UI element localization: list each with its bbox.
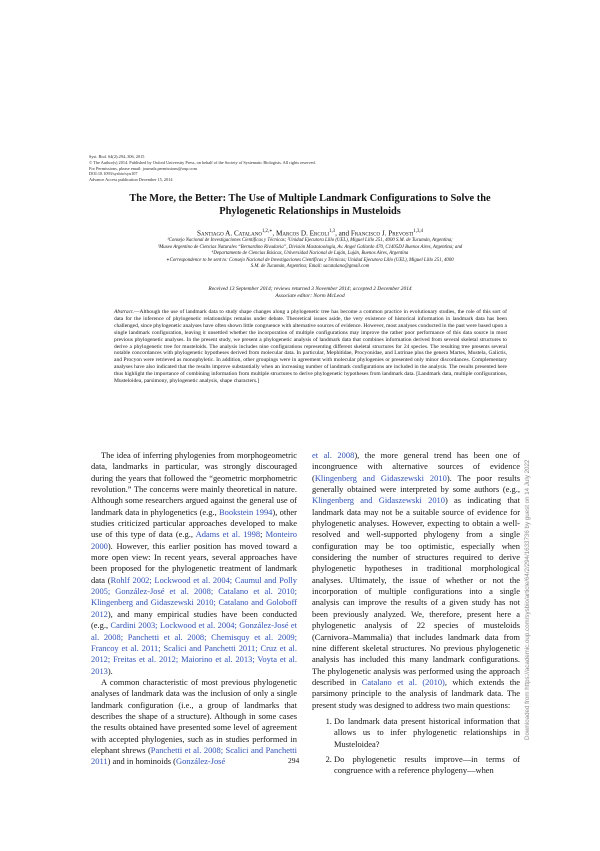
history-dates xyxy=(100,286,520,300)
body-column-right xyxy=(312,450,520,781)
abstract-text: —Although the use of landmark data to study shape changes along a phylogenetic tree has become a common practice in evolutionary studies, the role of this sort of data for the inference of phylogenetic relationships remains under debate. Theoretical issues aside, the very existence of historical information in landmark data has been challenged, since phylogenetic analyses have often shown little congruence with alternative sources of evidence. However, most analyses conducted in the past were based upon a single landmark configuration, leaving it unsettled whether the incorporation of multiple configurations may improve the rather poor performance of this data source in most previous phylogenetic analyses. In the present study, we present a phylogenetic analysis of landmark data that combines information derived from several skeletal structures to derive a phylogenetic tree for musteloids. The analysis includes nine configurations representing different skeletal structures for 24 species. The resulting tree presents several notable concordances with phylogenetic hypotheses derived from molecular data. In particular, Mephitidae, Procyonidae, and Lutrinae plus the genera Martes, Mustela, Galictis, and Procyon were retrieved as monophyletic. In addition, other groupings were in agreement with molecular phylogenies or presented only minor discordances. Complementary analyses have also indicated that the results improve substantially when an increasing number of landmark configurations are included in the analysis. The results presented here thus highlight the importance of combining information from multiple structures to derive phylogenetic hypotheses from landmark data. [Landmark data, multiple configurations, Musteloidea, parsimony, phylogenetic analysis, shape characters.] xyxy=(114,309,507,385)
associate-editor: Associate editor: Norm McLeod xyxy=(275,293,345,299)
author-3: Francisco J. Prevosti xyxy=(350,229,414,238)
citation-link[interactable]: González-José xyxy=(176,756,226,767)
affiliations xyxy=(100,238,520,271)
copyright-line: © The Author(s) 2014. Published by Oxford University Press, on behalf of the Society of Systematic Biologists. All rights reserved. xyxy=(89,159,316,165)
download-watermark[interactable]: Downloaded from https://academic.oup.com/sysbio/article/64/2/294/1633736 by guest on 14 July 2022 xyxy=(524,459,531,740)
body-column-left xyxy=(91,450,300,768)
author-2-affiliation: 1,3 xyxy=(329,229,336,234)
research-questions xyxy=(312,716,520,777)
text-run: ), other studies criticized particular approaches developed to make use of this type of data (e.g., xyxy=(91,506,297,540)
citation-link[interactable]: Panchetti et al. 2008; Scalici and Panchetti 2011 xyxy=(91,744,297,767)
title-line-2: Phylogenetic Relationships in Musteloids xyxy=(219,205,401,217)
citation-link[interactable]: Bookstein 1994 xyxy=(219,506,273,517)
text-run: A common characteristic of most previous phylogenetic analyses of landmark data was the inclusion of only a single landmark configuration (i.e., a group of landmarks that describes the shape of a structure). Although in some cases the results obtained have presented some level of agreement with accepted phylogenies, such as in studies performed in elephant shrews ( xyxy=(91,676,297,755)
paragraph xyxy=(91,676,300,768)
author-2: Marcos D. Ercoli xyxy=(276,229,330,238)
page-number: 294 xyxy=(288,756,300,765)
journal-metadata xyxy=(89,154,509,183)
author-1: Santiago A. Catalano xyxy=(196,229,262,238)
permissions-line: For Permissions, please email: journals.permissions@oup.com xyxy=(89,165,197,171)
affiliation-line: ³Museo Argentino de Ciencias Naturales “Bernardino Rivadavia”, División Mastozoología, Av. Angel Gallardo 470, C1405DJ Buenos Aires, Argentina; and xyxy=(157,244,463,250)
abstract xyxy=(114,309,507,385)
question-item: 1. Do landmark data present historical information that allows us to infer phylogenetic relationships in Musteloidea? xyxy=(334,716,520,750)
text-run: , which extends the parsimony principle to the analysis of landmark data. The present study was designed to address two main questions: xyxy=(312,676,520,710)
author-3-affiliation: 1,3,4 xyxy=(413,229,424,234)
text-run: ). However, this earlier position has moved toward a more open view: In recent years, several approaches have been proposed for the phylogenetic treatment of landmark data ( xyxy=(91,540,297,585)
correspondence-email-line: S.M. de Tucumán, Argentina; Email: sacatalano@gmail.com xyxy=(250,264,370,270)
author-separator: , and xyxy=(335,229,351,238)
paper-title xyxy=(100,193,520,218)
journal-citation: Syst. Biol. 64(2):294–306, 2015 xyxy=(89,154,145,159)
paragraph xyxy=(312,450,520,711)
author-list xyxy=(100,227,520,238)
text-run: ) as indicating that landmark data may not be a suitable source of evidence for phylogenetic analyses. However, expecting to obtain a well-resolved and well-supported phylogeny from a single configuration may be too optimistic, especially when considering the number of structures required to derive phylogenetic hypotheses in traditional morphological analyses. Ultimately, the issue of whether or not the incorporation of multiple configurations into a single analysis can improve the results of a given study has not been previously analyzed. We, therefore, present here a phylogenetic analysis of 22 species of musteloids (Carnivora–Mammalia) that includes landmark data from nine different skeletal structures. No previous phylogenetic analysis has included this many landmark configurations. The phylogenetic analysis was performed using the approach described in xyxy=(312,495,520,687)
advance-access-line: Advance Access publication December 15, 2014 xyxy=(89,177,173,183)
text-run: The idea of inferring phylogenies from morphogeometric data, landmarks in particular, was strongly discouraged during the years that followed the “geometric morphometric revolution.” The concerns were mainly theoretical in nature. Although some researchers argued against the general use of landmark data in phylogenetics (e.g., xyxy=(91,450,297,517)
text-run: ). The poor results generally obtained were interpreted by some authors (e.g., xyxy=(312,472,520,495)
text-run: ; xyxy=(260,529,266,540)
citation-link[interactable]: Rohlf 2002; Lockwood et al. 2004; Caumul and Polly 2005; González-José et al. 2008; Catalano et al. 2010; Klingenberg and Gidaszewski 2010; Catalano and Goloboff 2012 xyxy=(91,574,297,619)
citation-link[interactable]: Adams et al. 1998 xyxy=(195,529,261,540)
text-run: ) and in hominoids ( xyxy=(107,756,176,767)
citation-link[interactable]: Catalano et al. (2010) xyxy=(361,676,445,687)
citation-link[interactable]: Klingenberg and Gidaszewski 2010 xyxy=(312,495,445,506)
citation-link[interactable]: et al. 2008 xyxy=(312,450,355,460)
question-item: 2. Do phylogenetic results improve—in terms of congruence with a reference phylogeny—when xyxy=(334,754,520,777)
title-line-1: The More, the Better: The Use of Multiple Landmark Configurations to Solve the xyxy=(129,193,491,204)
text-run: ), the more general trend has been one of incongruence with alternative sources of evidence ( xyxy=(312,450,520,483)
author-1-affiliation: 1,2,∗ xyxy=(261,229,273,234)
citation-link[interactable]: Klingenberg and Gidaszewski 2010 xyxy=(314,472,447,483)
affiliation-line: ¹Consejo Nacional de Investigaciones Científicas y Técnicas; ²Unidad Ejecutora Lillo (UEL), Miguel Lillo 251, 4000 S.M. de Tucumán, Argentina; xyxy=(167,238,453,243)
abstract-label: Abstract. xyxy=(114,309,135,315)
correspondence-line: ∗Correspondence to be sent to: Consejo Nacional de Investigaciones Científicas y Técnicas; Unidad Ejecutora Lillo (UEL), Miguel Lillo 251, 4000 xyxy=(166,257,454,263)
text-run: ), and many empirical studies have been conducted (e.g., xyxy=(91,608,297,631)
author-separator: , xyxy=(272,229,277,238)
citation-link[interactable]: Cardini 2003; Lockwood et al. 2004; González-José et al. 2008; Panchetti et al. 2008; Chemisquy et al. 2009; Francoy et al. 2011; Scalici and Panchetti 2011; Cruz et al. 2012; Freitas et al. 2012; Maiorino et al. 2013; Voyta et al. 2013 xyxy=(91,620,298,676)
citation-link[interactable]: Monteiro 2000 xyxy=(91,529,297,551)
received-dates: Received 13 September 2014; reviews returned 3 November 2014; accepted 2 December 2014 xyxy=(208,286,412,292)
doi-line: DOI:10.1093/sysbio/syu107 xyxy=(89,171,138,177)
affiliation-line: ⁴Departamento de Ciencias Básicas, Universidad Nacional de Luján, Luján, Buenos Aires, Argentina xyxy=(211,251,409,257)
paragraph xyxy=(91,450,297,677)
text-run: ). xyxy=(107,665,113,676)
